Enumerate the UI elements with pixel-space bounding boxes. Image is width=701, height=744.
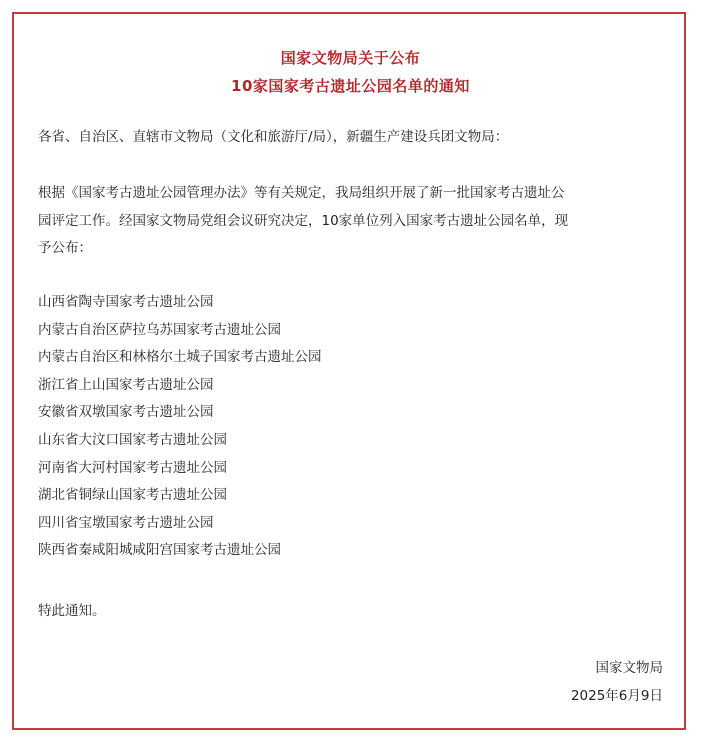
notice-body-line: 根据《国家考古遗址公园管理办法》等有关规定，我局组织开展了新一批国家考古遗址公	[38, 185, 565, 201]
notice-closing: 特此通知。	[38, 603, 106, 619]
notice-title-line2: 10家国家考古遗址公园名单的通知	[231, 77, 470, 95]
park-list-item: 河南省大河村国家考古遗址公园	[38, 459, 227, 476]
park-list-item: 安徽省双墩国家考古遗址公园	[38, 404, 214, 421]
park-list-item: 湖北省铜绿山国家考古遗址公园	[38, 487, 227, 504]
notice-body-line: 予公布：	[38, 240, 92, 256]
park-list-item: 浙江省上山国家考古遗址公园	[38, 376, 214, 393]
notice-body-line: 园评定工作。经国家文物局党组会议研究决定，10家单位列入国家考古遗址公园名单，现	[38, 213, 569, 229]
park-list-item: 内蒙古自治区和林格尔土城子国家考古遗址公园	[38, 349, 322, 366]
park-list-item: 山西省陶寺国家考古遗址公园	[38, 294, 214, 310]
notice-greeting: 各省、自治区、直辖市文物局（文化和旅游厅/局），新疆生产建设兵团文物局：	[38, 129, 509, 145]
park-list-item: 四川省宝墩国家考古遗址公园	[38, 514, 214, 531]
park-list-item: 山东省大汶口国家考古遗址公园	[38, 431, 227, 448]
park-list-item: 内蒙古自治区萨拉乌苏国家考古遗址公园	[38, 321, 281, 338]
signature-date: 2025年6月9日	[570, 688, 663, 704]
park-list	[38, 289, 322, 565]
signature-org: 国家文物局	[595, 660, 663, 676]
notice-title-line1: 国家文物局关于公布	[280, 49, 421, 67]
park-list-item: 陕西省秦咸阳城咸阳宫国家考古遗址公园	[38, 542, 281, 559]
